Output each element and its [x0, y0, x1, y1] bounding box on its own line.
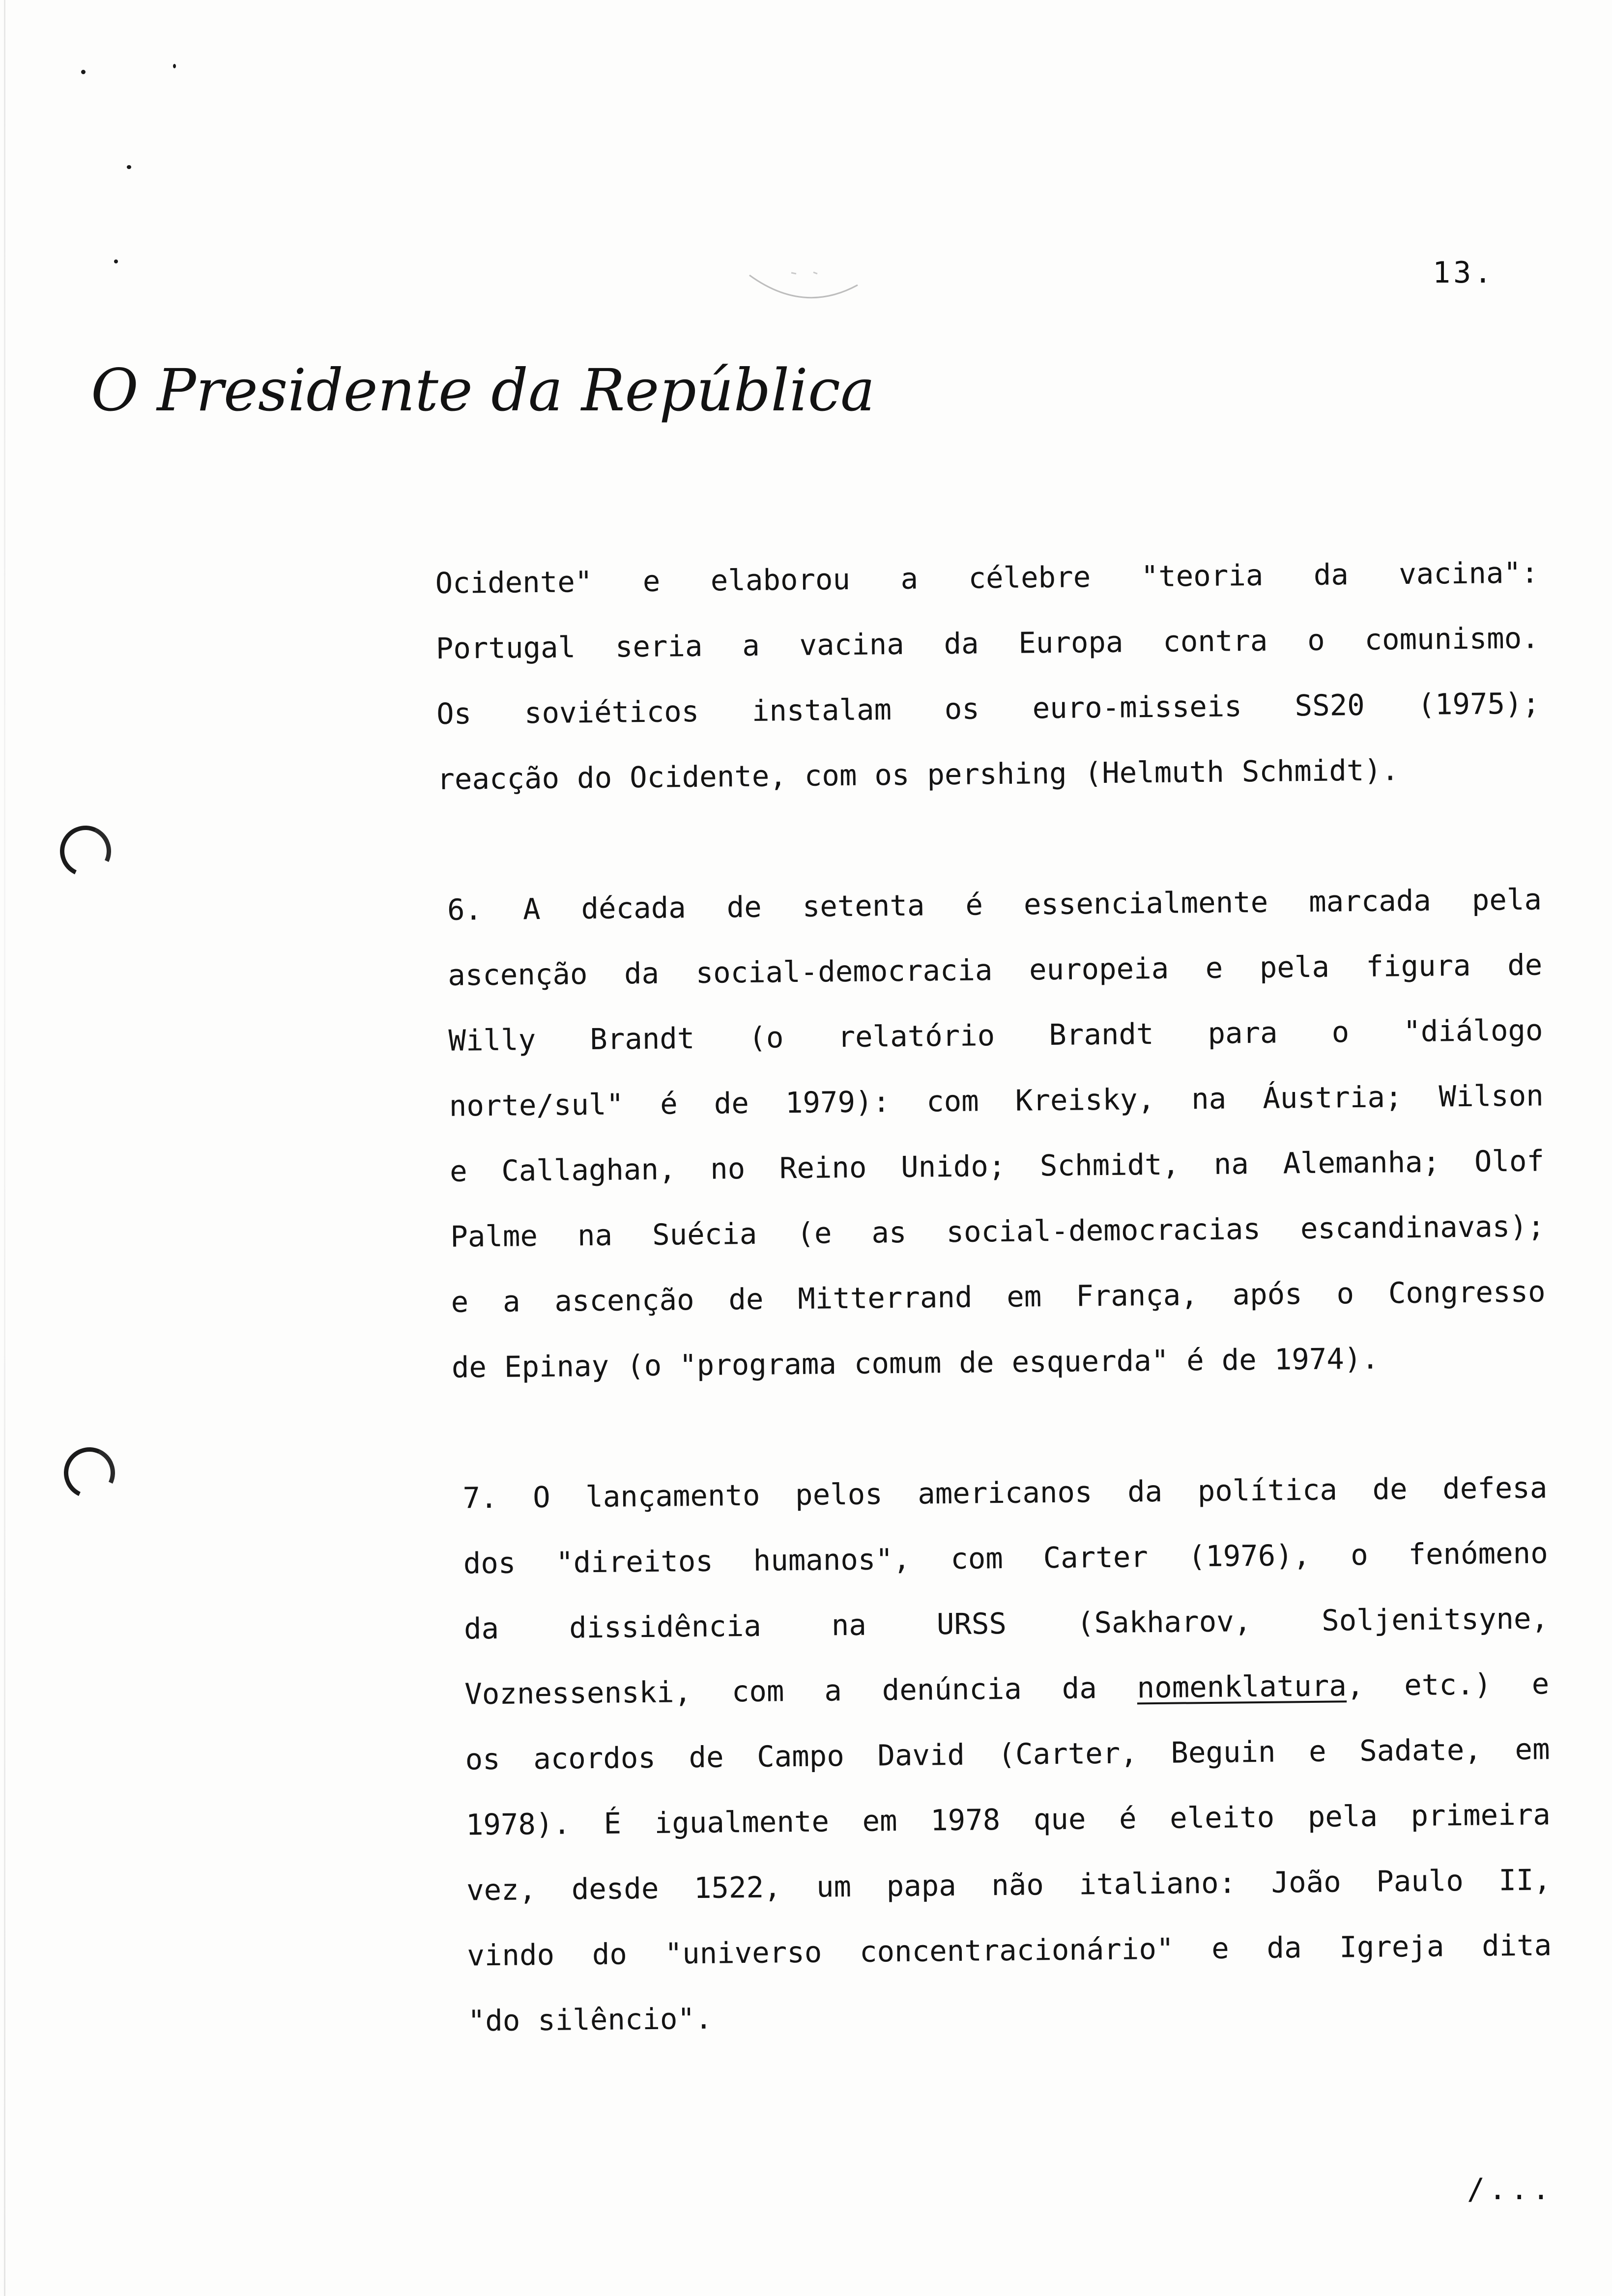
- word: humanos",: [753, 1542, 911, 1578]
- word: as: [871, 1215, 907, 1250]
- word: e: [642, 564, 661, 598]
- word: que: [1033, 1802, 1086, 1837]
- word: "do: [467, 2003, 520, 2038]
- word: Igreja: [1339, 1929, 1444, 1964]
- word: (Carter,: [998, 1736, 1138, 1772]
- word: (Helmuth: [1084, 754, 1225, 790]
- text-line: [451, 1259, 1546, 1334]
- word: 6.: [447, 892, 483, 927]
- word: 1979):: [785, 1085, 891, 1120]
- text-line: [465, 1781, 1551, 1857]
- word: pela: [1471, 882, 1542, 917]
- word: Alemanha;: [1283, 1145, 1440, 1180]
- word: é: [965, 888, 983, 922]
- word: nomenklatura,: [1137, 1668, 1364, 1705]
- word: comunismo.: [1364, 621, 1540, 657]
- text-line: [467, 1912, 1552, 1988]
- paragraph: [435, 540, 1541, 812]
- word: após: [1232, 1277, 1303, 1312]
- word: na: [1213, 1147, 1249, 1181]
- paragraph: [462, 1455, 1553, 2053]
- word: em: [1006, 1279, 1042, 1314]
- word: lançamento: [585, 1478, 760, 1514]
- word: desde: [571, 1871, 659, 1906]
- scan-edge: [4, 0, 5, 2296]
- document-body: [435, 540, 1553, 2053]
- word: seria: [615, 629, 703, 664]
- word: década: [581, 890, 687, 926]
- word: de: [726, 890, 762, 924]
- word: (1976),: [1188, 1538, 1311, 1574]
- word: um: [816, 1869, 852, 1904]
- word: Campo: [756, 1739, 845, 1774]
- word: euro-misseis: [1032, 689, 1242, 725]
- word: de: [714, 1086, 749, 1120]
- page-number: 13.: [1433, 256, 1495, 290]
- word: com: [804, 758, 857, 793]
- word: silêncio".: [537, 2001, 713, 2038]
- word: Carter: [1043, 1540, 1149, 1575]
- word: Brandt: [589, 1021, 695, 1057]
- word: célebre: [968, 560, 1091, 595]
- word: Brandt: [1048, 1017, 1154, 1052]
- word: comum: [854, 1346, 942, 1380]
- word: 1978: [930, 1803, 1001, 1837]
- word: vindo: [467, 1937, 555, 1973]
- word: David: [877, 1737, 965, 1773]
- word: SS20: [1295, 688, 1365, 723]
- word: o: [1331, 1015, 1350, 1049]
- word: Europa: [1018, 625, 1123, 660]
- word: instalam: [751, 692, 892, 728]
- word: Ocidente,: [629, 759, 787, 795]
- scan-speck: [81, 70, 86, 74]
- word: João: [1271, 1865, 1342, 1899]
- scan-speck: [114, 259, 118, 263]
- word: italiano:: [1079, 1866, 1237, 1901]
- punch-hole: [57, 1440, 122, 1505]
- word: de: [689, 1740, 724, 1775]
- scan-speck: [173, 64, 176, 68]
- text-line: [437, 736, 1541, 812]
- word: para: [1208, 1015, 1278, 1050]
- text-line: [449, 1128, 1544, 1204]
- continuation-mark: /...: [1467, 2172, 1554, 2207]
- paragraph: [447, 866, 1546, 1400]
- text-line: [451, 1324, 1546, 1400]
- word: pela: [1259, 949, 1330, 984]
- word: do: [576, 760, 612, 795]
- word: soviéticos: [524, 694, 699, 730]
- word: a: [900, 561, 919, 596]
- word: (1975);: [1417, 686, 1540, 721]
- word: escandinavas);: [1300, 1209, 1545, 1246]
- word: na: [577, 1218, 613, 1253]
- word: de: [1507, 947, 1543, 982]
- word: "diálogo: [1403, 1013, 1543, 1049]
- word: de: [959, 1345, 994, 1379]
- word: igualmente: [654, 1804, 830, 1840]
- word: na: [1191, 1081, 1227, 1116]
- word: vacina":: [1399, 555, 1539, 591]
- text-line: [462, 1455, 1548, 1530]
- word: e: [1308, 1734, 1326, 1769]
- word: da: [1127, 1474, 1163, 1509]
- text-line: [436, 670, 1540, 746]
- word: (o: [626, 1348, 662, 1383]
- word: não: [991, 1867, 1044, 1902]
- word: o: [1350, 1537, 1368, 1572]
- text-line: [435, 605, 1539, 681]
- word: 1522,: [693, 1870, 781, 1905]
- text-line: [467, 1978, 1553, 2053]
- letterhead-script: [91, 351, 875, 430]
- word: é: [1119, 1801, 1137, 1836]
- word: (Sakharov,: [1076, 1604, 1252, 1640]
- word: ascenção: [554, 1283, 694, 1318]
- scan-speck: [127, 165, 131, 169]
- word: os: [944, 691, 980, 726]
- word: Palme: [450, 1219, 538, 1254]
- word: 1978).: [465, 1807, 571, 1842]
- word: fenómeno: [1408, 1536, 1548, 1572]
- word: social-democracia: [695, 953, 993, 990]
- word: a: [824, 1673, 842, 1708]
- word: e: [1531, 1666, 1550, 1701]
- word: Portugal: [435, 630, 576, 665]
- word: norte/sul": [449, 1087, 624, 1123]
- word: social-democracias: [946, 1211, 1261, 1249]
- word: Willy: [448, 1023, 536, 1058]
- word: contra: [1162, 623, 1268, 659]
- word: Schmidt).: [1241, 753, 1399, 789]
- word: esquerda": [1011, 1343, 1169, 1379]
- word: É: [604, 1806, 622, 1840]
- word: o: [1336, 1276, 1354, 1311]
- word: Suécia: [652, 1216, 757, 1252]
- word: de: [728, 1282, 764, 1317]
- word: Congresso: [1388, 1274, 1546, 1310]
- word: 1974).: [1274, 1341, 1380, 1377]
- text-line: [448, 997, 1543, 1073]
- word: essencialmente: [1023, 885, 1268, 921]
- word: acordos: [533, 1740, 656, 1776]
- word: Beguin: [1171, 1734, 1276, 1770]
- word: Os: [436, 696, 472, 731]
- word: Epinay: [504, 1349, 609, 1384]
- word: relatório: [837, 1018, 995, 1054]
- word: e: [1205, 950, 1223, 985]
- word: URSS: [936, 1606, 1007, 1641]
- word: defesa: [1442, 1470, 1548, 1506]
- text-line: [465, 1716, 1550, 1792]
- word: no: [710, 1151, 746, 1186]
- word: vez,: [466, 1872, 537, 1907]
- word: "programa: [679, 1347, 837, 1382]
- word: 7.: [462, 1480, 498, 1515]
- word: e: [449, 1154, 467, 1188]
- text-line: [447, 866, 1542, 942]
- punch-hole: [53, 818, 118, 884]
- word: de: [1372, 1472, 1408, 1506]
- word: (e: [797, 1216, 832, 1250]
- word: Soljenitsyne,: [1321, 1601, 1549, 1637]
- word: ascenção: [447, 957, 588, 992]
- word: Callaghan,: [501, 1152, 676, 1188]
- word: da: [1313, 557, 1349, 592]
- word: (o: [748, 1020, 784, 1055]
- word: papa: [886, 1868, 957, 1903]
- word: Áustria;: [1262, 1080, 1403, 1115]
- word: política: [1197, 1472, 1338, 1508]
- word: Wilson: [1439, 1078, 1544, 1114]
- word: da: [463, 1611, 499, 1646]
- word: primeira: [1410, 1797, 1551, 1833]
- word: pela: [1307, 1799, 1378, 1834]
- word: setenta: [802, 888, 925, 923]
- word: europeia: [1029, 951, 1169, 987]
- word: é: [1186, 1343, 1205, 1378]
- word: americanos: [917, 1475, 1093, 1511]
- word: o: [1307, 623, 1325, 657]
- word: de: [451, 1350, 487, 1384]
- word: Reino: [779, 1150, 867, 1185]
- word: O: [532, 1480, 551, 1515]
- word: Mitterrand: [797, 1280, 973, 1316]
- text-line: [449, 1062, 1544, 1138]
- word: Paulo: [1376, 1864, 1464, 1898]
- word: França,: [1075, 1278, 1199, 1313]
- word: pelos: [795, 1477, 883, 1512]
- word: "direitos: [555, 1544, 714, 1579]
- word: eleito: [1169, 1800, 1275, 1835]
- word: II,: [1498, 1863, 1552, 1897]
- word: de: [1221, 1343, 1257, 1377]
- word: Unido;: [900, 1148, 1006, 1184]
- word: os: [465, 1742, 500, 1777]
- word: etc.): [1404, 1667, 1492, 1702]
- word: dissidência: [569, 1608, 762, 1645]
- word: e: [451, 1285, 469, 1319]
- scan-smudge: [745, 265, 867, 315]
- word: em: [1515, 1732, 1550, 1767]
- word: Schmidt,: [1039, 1147, 1180, 1183]
- word: Kreisky,: [1015, 1082, 1155, 1118]
- word: com: [731, 1674, 784, 1709]
- word: Olof: [1474, 1144, 1545, 1178]
- word: reacção: [437, 761, 560, 796]
- word: dita: [1481, 1928, 1552, 1963]
- word: da: [1062, 1671, 1097, 1705]
- text-line: [435, 540, 1539, 616]
- word: vacina: [799, 627, 905, 662]
- word: na: [831, 1607, 867, 1642]
- word: dos: [463, 1546, 516, 1580]
- word: Ocidente": [435, 564, 593, 600]
- word: denúncia: [882, 1671, 1022, 1707]
- text-line: [463, 1585, 1549, 1661]
- text-line: [466, 1847, 1552, 1923]
- word: pershing: [927, 756, 1067, 792]
- text-line: [464, 1651, 1550, 1726]
- word: figura: [1366, 948, 1471, 983]
- word: os: [874, 757, 910, 792]
- letterhead-text: O Presidente da República: [91, 356, 875, 424]
- word: e: [1211, 1931, 1230, 1965]
- word: da: [624, 956, 660, 991]
- word: a: [742, 628, 760, 663]
- word: é: [660, 1087, 678, 1121]
- text-line: [463, 1520, 1548, 1596]
- word: a: [502, 1284, 520, 1319]
- word: "teoria: [1141, 558, 1264, 594]
- word: da: [1267, 1930, 1302, 1965]
- word: em: [862, 1804, 897, 1838]
- word: do: [592, 1937, 628, 1972]
- word: Sadate,: [1359, 1732, 1482, 1768]
- word: "universo: [664, 1935, 822, 1971]
- text-line: [448, 932, 1543, 1007]
- word: com: [926, 1084, 979, 1119]
- text-line: [450, 1193, 1545, 1269]
- word: A: [522, 891, 541, 926]
- word: Voznessenski,: [464, 1675, 692, 1711]
- word: concentracionário": [859, 1931, 1174, 1969]
- word: elaborou: [710, 562, 851, 598]
- word: marcada: [1308, 883, 1432, 918]
- word: da: [944, 626, 979, 661]
- word: com: [950, 1541, 1004, 1576]
